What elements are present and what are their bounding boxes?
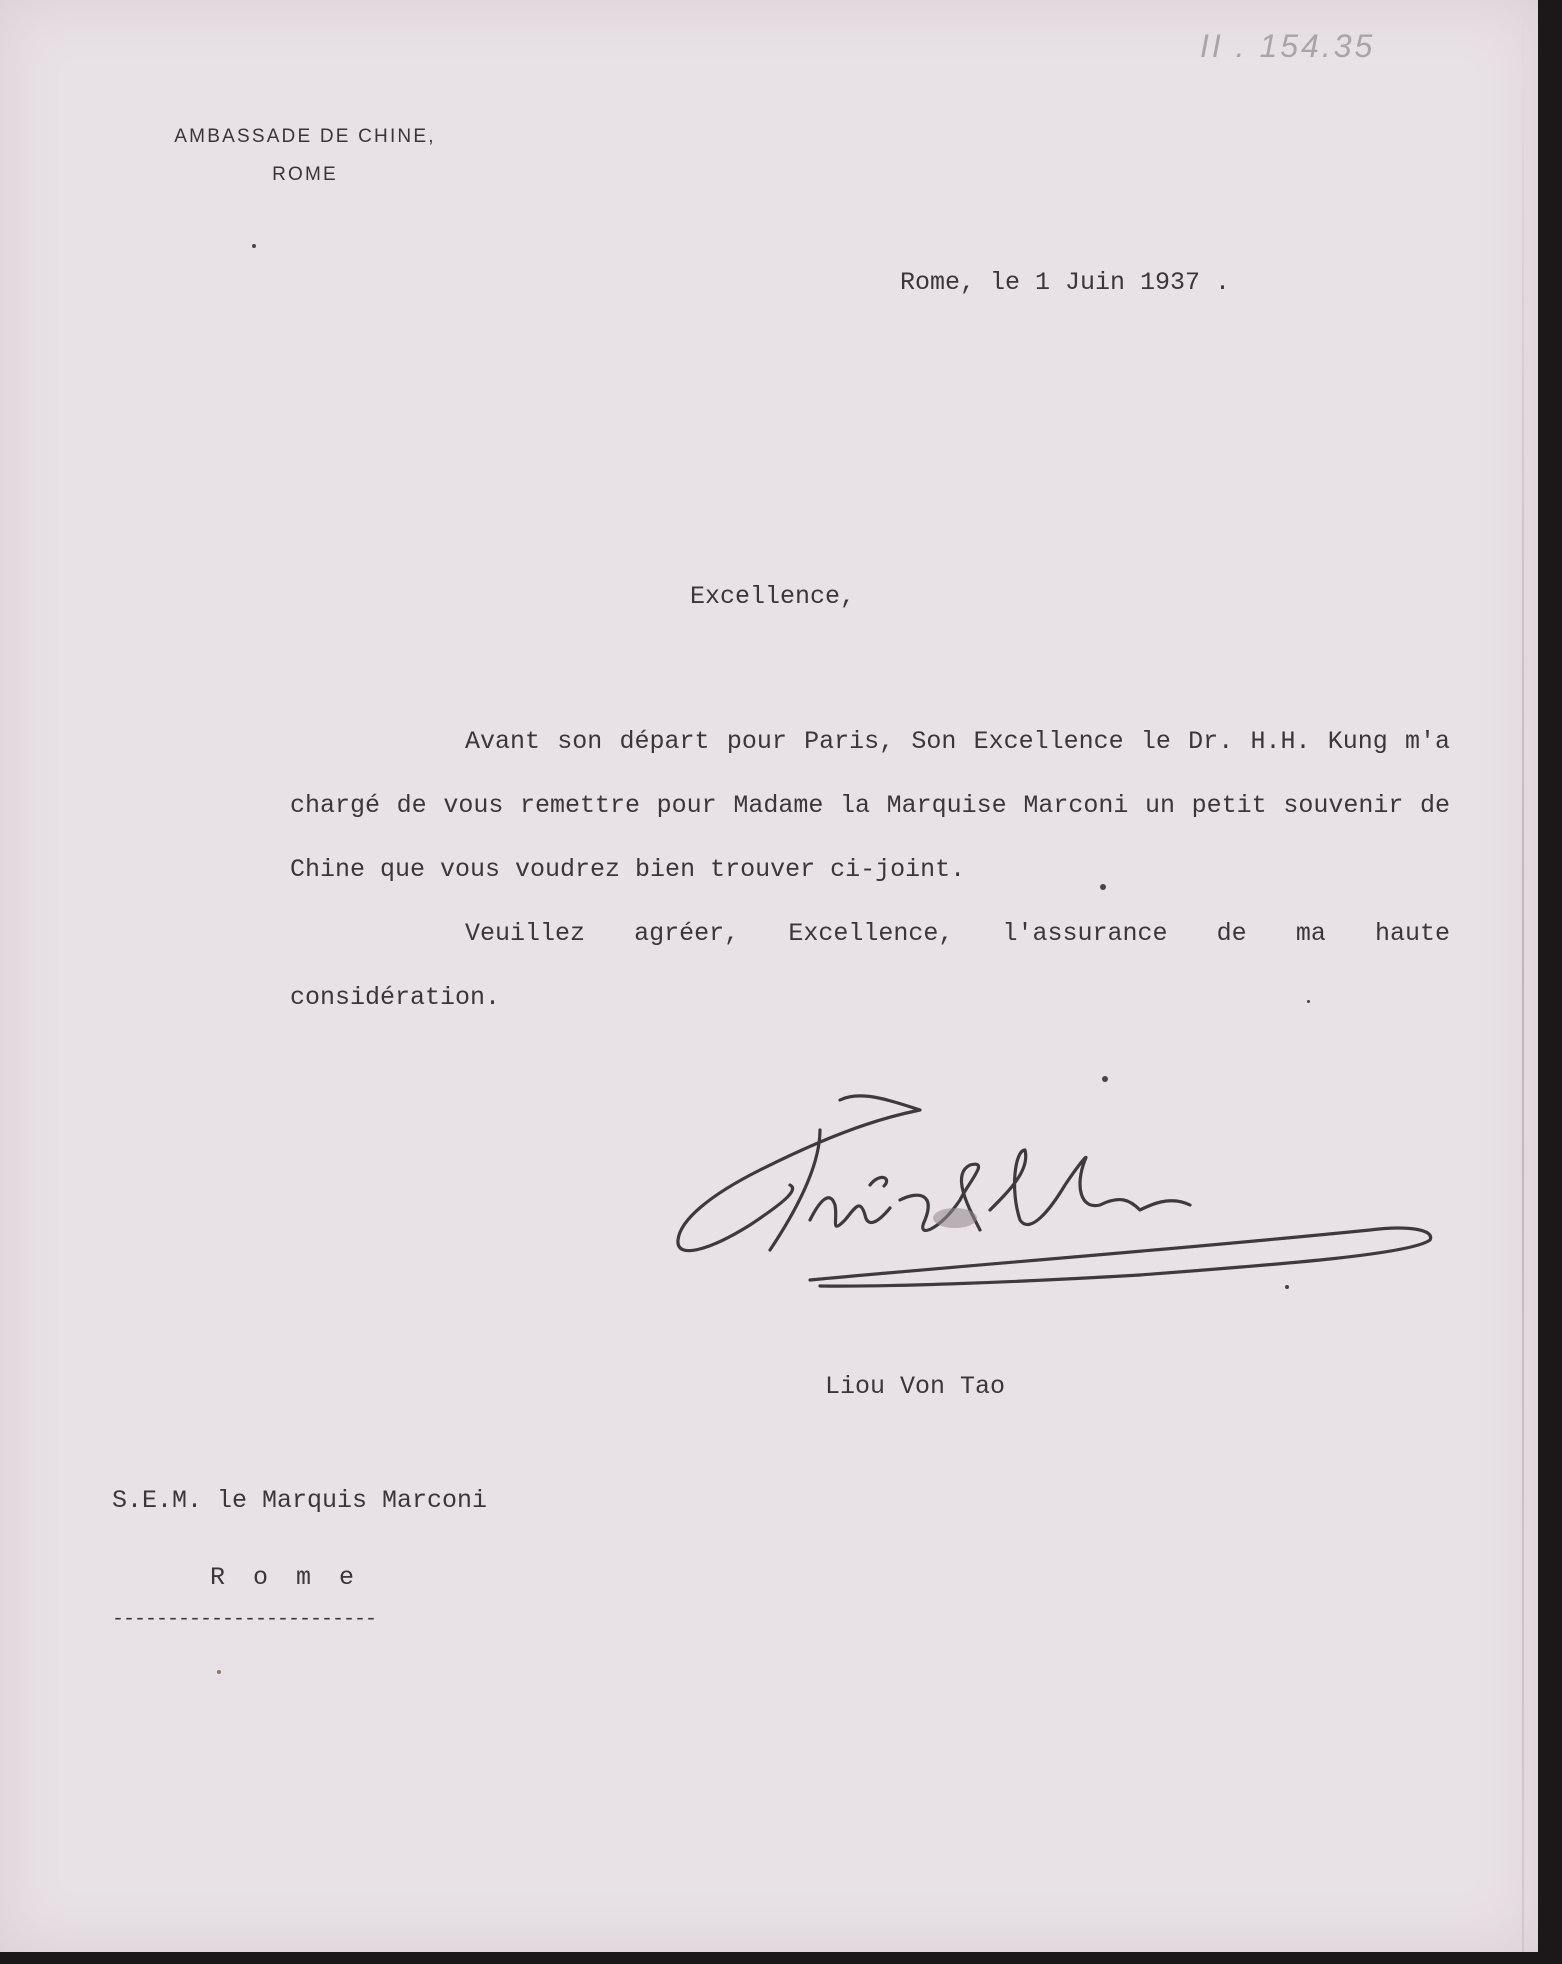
ink-speck (217, 1670, 221, 1674)
letter-date: Rome, le 1 Juin 1937 . (900, 268, 1231, 297)
ink-speck (1102, 1076, 1108, 1082)
archive-reference: II . 154.35 (1200, 28, 1376, 64)
addressee-city: Rome (210, 1563, 383, 1592)
ink-speck (1307, 1000, 1310, 1003)
separator-line: ------------------------ (112, 1608, 377, 1631)
letter-body (290, 710, 1450, 1030)
body-paragraph-1: Avant son départ pour Paris, Son Excellence le Dr. H.H. Kung m'a chargé de vous remettre pour Madame la Marquise Marconi un petit souvenir de Chine que vous voudrez bien trouver ci-joint. (290, 727, 1450, 884)
letterhead (140, 118, 470, 194)
salutation: Excellence, (690, 582, 856, 611)
body-paragraph-2: Veuillez agréer, Excellence, l'assurance de ma haute considération. (290, 919, 1450, 1012)
signatory-name: Liou Von Tao (825, 1372, 1006, 1401)
handwritten-signature (670, 1090, 1470, 1320)
ink-speck (1100, 884, 1106, 890)
addressee: S.E.M. le Marquis Marconi (112, 1486, 488, 1515)
letterhead-line-2: ROME (272, 164, 338, 185)
ink-speck (1285, 1285, 1289, 1289)
ink-speck (252, 244, 256, 248)
letterhead-line-1: AMBASSADE DE CHINE, (174, 126, 436, 147)
paper-fold (1522, 0, 1524, 1952)
